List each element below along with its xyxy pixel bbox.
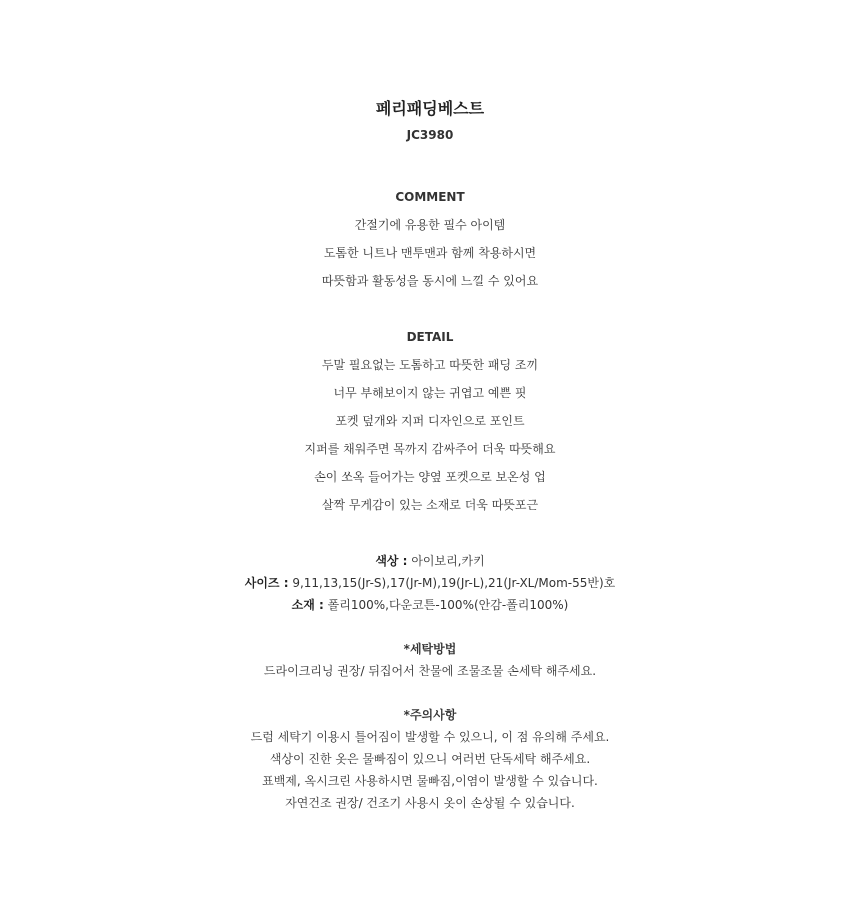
spec-size-value: 9,11,13,15(Jr-S),17(Jr-M),19(Jr-L),21(Jr-XL/Mom-55반)호	[292, 576, 616, 590]
caution-heading: *주의사항	[403, 708, 457, 722]
spec-material-value: 폴리100%,다운코튼-100%(안감-폴리100%)	[327, 598, 569, 612]
detail-line: 포켓 덮개와 지퍼 디자인으로 포인트	[335, 414, 525, 428]
caution-line: 자연건조 권장/ 건조기 사용시 옷이 손상될 수 있습니다.	[285, 796, 575, 810]
comment-heading: COMMENT	[395, 190, 465, 204]
detail-line: 손이 쏘옥 들어가는 양옆 포켓으로 보온성 업	[314, 470, 546, 484]
detail-line: 살짝 무게감이 있는 소재로 더욱 따뜻포근	[321, 498, 539, 512]
comment-line: 간절기에 유용한 필수 아이템	[354, 218, 506, 232]
comment-line: 도톰한 니트나 맨투맨과 함께 착용하시면	[323, 246, 537, 260]
comment-line: 따뜻함과 활동성을 동시에 느낄 수 있어요	[321, 274, 539, 288]
spec-color-label: 색상 :	[375, 554, 408, 568]
detail-line: 지퍼를 채워주면 목까지 감싸주어 더욱 따뜻해요	[304, 442, 556, 456]
detail-line: 두말 필요없는 도톰하고 따뜻한 패딩 조끼	[321, 358, 539, 372]
detail-heading: DETAIL	[406, 330, 454, 344]
spec-material	[0, 597, 860, 613]
washing-text: 드라이크리닝 권장/ 뒤집어서 찬물에 조물조물 손세탁 해주세요.	[263, 664, 597, 678]
spec-size	[0, 575, 860, 591]
caution-line: 표백제, 옥시크린 사용하시면 물빠짐,이염이 발생할 수 있습니다.	[262, 774, 598, 788]
spec-material-label: 소재 :	[291, 598, 324, 612]
caution-line: 드럼 세탁기 이용시 틀어짐이 발생할 수 있으니, 이 점 유의해 주세요.	[250, 730, 610, 744]
product-name: 페리패딩베스트	[375, 99, 485, 118]
detail-line: 너무 부해보이지 않는 귀엽고 예쁜 핏	[333, 386, 527, 400]
washing-heading: *세탁방법	[403, 642, 457, 656]
caution-line: 색상이 진한 옷은 물빠짐이 있으니 여러번 단독세탁 해주세요.	[269, 752, 591, 766]
spec-color-value: 아이보리,카키	[411, 554, 485, 568]
spec-size-label: 사이즈 :	[244, 576, 289, 590]
product-code: JC3980	[406, 128, 454, 142]
spec-color	[0, 553, 860, 569]
